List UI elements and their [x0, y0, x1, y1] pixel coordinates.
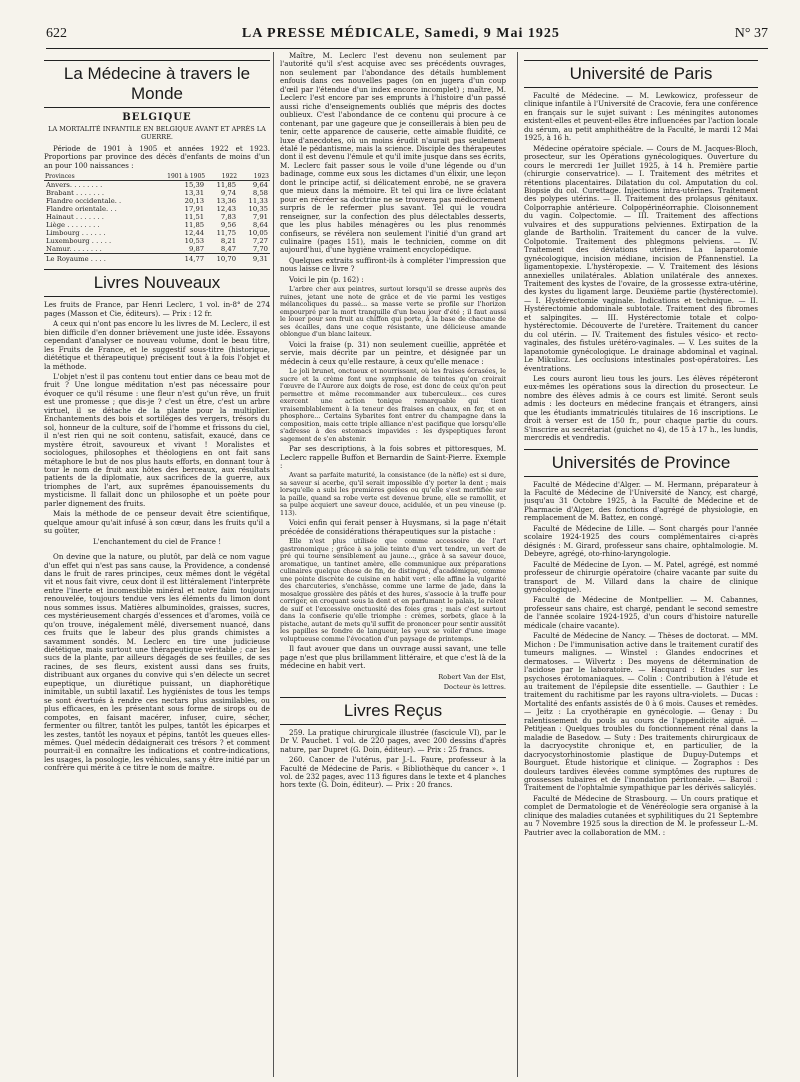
province-name: Hainaut . . . . . . . — [46, 213, 104, 222]
signature: Robert Van der Elst, — [438, 672, 506, 681]
table-row — [44, 181, 270, 190]
table-row — [44, 229, 270, 237]
table-header: Provinces — [44, 173, 152, 181]
issue-number: N° 37 — [734, 26, 768, 41]
paragraph: Quelques extraits suffiront-ils à compléter l'impression que nous laisse ce livre ? — [280, 255, 506, 274]
paragraph: Il faut avouer que dans un ouvrage aussi savant, une telle page n'est que plus brillamment littéraire, et que c'est là de la médecine en habit vert. — [280, 644, 506, 671]
section-title: Universités de Province — [524, 449, 758, 477]
rate-value: 11,85 — [184, 221, 205, 230]
paragraph: Faculté de Médecine de Nancy. — Thèses de doctorat. — MM. Michon : De l'immunisation active dans le traitement curatif des tumeurs malignes. — Winstel : Glandes endocrines et dermatoses. — Wilvertz : Des moyens de détermination de l'acidose par le laboratoire. — Hacquard : Etudes sur les psychoses érotomaniaques. — Colin : Contribution à l'étude et au traitement de l'épilepsie dite essentielle. — Gauthier : Le traitement du rachitisme par les rayons ultra-violets. — Ducas : Mortalité des enfants assistés de 0 à 6 mois. Causes et remèdes. — Jeitz : La cryothérapie en gynécologie. — Genay : Du ralentissement du pouls au cours de l'appendicite aiguë. — Petitjean : Quelques troubles du fonctionnement rénal dans la maladie de Basedow. — Suty : Des traitements chirurgicaux de la dacryocystite chronique et, en particulier, de la dacryocystorhinostomie plastique de Dupuy-Dutemps et Bourguet. Étude historique et clinique. — Zographos : Des douleurs tardives élevées comme symptômes des ruptures de grossesses tubaires et de l'inondation péritonéale. — Baroil : Traitement de l'ophtalmie sympathique par les dérivés salicylés. — [524, 631, 758, 793]
verse-line: L'enchantement du ciel de France ! — [92, 536, 222, 546]
page-number: 622 — [46, 26, 67, 41]
page-header — [46, 26, 768, 49]
table-row — [44, 213, 270, 221]
total-label: Le Royaume . . . . — [44, 254, 152, 264]
rate-value: 8,58 — [252, 189, 268, 198]
paragraph: Maître, M. Leclerc l'est devenu non seulement par l'autorité qu'il s'est acquise avec ses précédents ouvrages, non seulement par l'abondance des détails humblement enfouis dans ces nouvelles pages (on en jugera d'un coup d'œil par l'étendue d'un index encore incomplet) ; maître, M. Leclerc l'est encore par ses emprunts à l'histoire d'un passé aussi riche d'enseignements oubliés que mépris des doctes oublieux. C'est l'abondance de ce contenu qui procure à ce contenant, par une gageure que je conseillerais à bien peu de tenir, cette apparence de causerie, cette aimable fluidité, ce luxe d'anecdotes, où un moins érudit n'aurait pas seulement étalé le pédantisme, mais la science. Disciple des thérapeutes dont il est devenu l'émule et qu'il imite jusque dans ses écrits, M. Leclerc fait passer sous le voile d'une légende ou d'un badinage, comme eux sous les dictames d'un élixir, une leçon dont le principe actif, si délicatement enrobé, ne se gravera que mieux dans la mémoire. Et tel qui lira ce livre éclatant pour en récréer sa doctrine ne se trouvera pas médiocrement surpris de le refermer plus savant. Tel qui le voudra renseigner, sur la confection des plus délectables desserts, que les plus habiles ménagères ou les plus renommés confiseurs, se révélera non seulement l'initié d'un grand art culinaire (pages 151), mais le technicien, comme on dit aujourd'hui, d'une hygiène vraiment encyclopédique. — [280, 52, 506, 255]
table-row — [44, 197, 270, 205]
province-name: Luxembourg . . . . . — [46, 237, 112, 246]
rate-value: 11,85 — [216, 181, 237, 190]
column-divider — [273, 52, 274, 1077]
table-header: 1923 — [238, 173, 270, 181]
table-row — [44, 237, 270, 245]
signature-title: Docteur ès lettres. — [443, 682, 506, 691]
quotation: Le joli brunet, onctueux et nourrissant, où les fraises écrasées, le sucre et la crème font une symphonie de teintes qu'on croirait l'œuvre de l'Aurore aux doigts de rose, est donc de ceux qu'on peut permettre et même recommander aux tuberculeux... ces cures exercent une action tonique remarquable qui tient vraisemblablement à la teneur des fraises en chaux, en fer, et en phosphore... Certains Sybarites font entrer du champagne dans la composition, mais cette triple alliance n'est pacifique que lorsqu'elle s'adresse à des estomacs impavides : les dyspeptiques feront sagement de s'en abstenir. — [280, 367, 506, 443]
paragraph: Voici enfin qui ferait penser à Huysmans, si la page n'était précédée de considérations thérapeutiques sur la pistache : — [280, 518, 506, 536]
rate-value: 7,27 — [252, 237, 268, 246]
paragraph: L'objet n'est il pas contenu tout entier dans ce beau mot de fruit ? Une longue méditation n'est pas nécessaire pour évoquer ce qu'il résume : une fleur n'est qu'un rêve, un fruit est une promesse ; que dis-je ? c'est un être, c'est un arbre virtuel, il se détache de la plante pour la multiplier. Enchantements des bois et sortilèges des vergers, trésors du sol, honneur de la culture, soif de l'homme et frissons du ciel, il n'est rien qui ne soit contenu, satisfait, exaucé, dans ce mystère étroit, savoureux et vivant ! Moralistes et sociologues, philosophes et théologiens en ont fait sans métaphore le but de nos plus hauts efforts, en donnant tour à tour le nom de fruit aux hôtes des berceaux, aux résultats patients de la diplomatie, aux sacrifices de la guerre, aux triomphes de l'art, aux suprêmes épanouissements du mysticisme. Il fallait donc un philosophe et un poète pour parler dignement des fruits. — [44, 371, 270, 508]
paragraph: Faculté de Médecine de Lille. — Sont chargés pour l'année scolaire 1924-1925 des cours complémentaires ci-après désignés : M. Girard, professeur sans chaire, ophtalmologie. M. Debeyre, agrégé, oto-rhino-laryngologie. — [524, 523, 758, 559]
rate-value: 9,56 — [220, 221, 237, 230]
book-entry: 259. La pratique chirurgicale illustrée (fascicule VI), par le Dr V. Pauchet. 1 vol. de 220 pages, avec 200 dessins d'après nature, par Dupret (G. Doin, éditeur). — Prix : 25 francs. — [280, 727, 506, 754]
paragraph: Médecine opératoire spéciale. — Cours de M. Jacques-Bloch, prosecteur, sur les Opérations gynécologiques. Ouverture du cours le mercredi 1er Juillet 1925, à 14 h. Première partie (chirurgie conservatrice). — I. Traitement des métrites et rétentions placentaires. Dilatation du col. Amputation du col. Biopsie du col. Curettage. Injections intra-utérines. Traitement des polypes utérins. — II. Traitement des prolapsus génitaux. Colporraphie antérieure. Colpopérinéorraphie. Cloisonnement du vagin. Colpectomie. — III. Traitement des affections vulvaires et des suppurations pelviennes. Extirpation de la glande de Bartholin. Traitement du cancer de la vulve. Colpotomie. Traitement des phlegmons pelviens. — IV. Traitement des déviations utérines. La laparotomie gynécologique, incision médiane, incision de Pfannenstiel. La ligamentopexie. L'hystéropexie. — V. Traitement des lésions annexielles unilatérales. Ablation unilatérale des annexes. Traitement des kystes de l'ovaire, de la grossesse extra-utérine, des kystes du ligament large. Deuxième partie (hystérectomie). — I. Hystérectomie vaginale. Indications et technique. — II. Hystérectomie abdominale subtotale. Traitement des fibromes et salpingites. — III. Hystérectomie totale et colpo-hystérectomie. Découverte de l'uretère. Traitement du cancer du col utérin. — IV. Traitement des fistules vésico- et recto-vaginales, des fistules urétéro-vaginales. — V. Les suites de la lapanotomie gynécologique. Le drainage abdominal et vaginal. Le Mikulicz. Les occlusions intestinales post-opératoires. Les éventrations. — [524, 143, 758, 373]
rate-value: 8,47 — [220, 245, 237, 254]
rate-value: 11,51 — [184, 213, 205, 222]
paragraph: Les fruits de France, par Henri Leclerc, 1 vol. in-8° de 274 pages (Masson et Cie, éditeurs). — Prix : 12 fr. — [44, 300, 270, 318]
province-name: Limbourg . . . . . . — [46, 229, 106, 238]
rate-value: 13,31 — [184, 189, 205, 198]
rate-value: 7,91 — [252, 213, 268, 222]
paragraph: Faculté de Médecine d'Alger. — M. Hermann, préparateur à la Faculté de Médecine de l'Université de Nancy, est chargé, jusqu'au 31 Octobre 1925, à la Faculté de Médecine et de Pharmacie d'Alger, des fonctions d'agrégé de physiologie, en remplacement de M. Battez, en congé. — [524, 479, 758, 523]
paragraph: Faculté de Médecine de Strasbourg. — Un cours pratique et complet de Dermatologie et de Vénéréologie sera organisé à la clinique des maladies cutanées et syphilitiques du 21 Septembre au 7 Novembre 1925 sous la direction de M. le professeur L.-M. Pautrier avec la collaboration de MM. : — [524, 793, 758, 837]
column-3 — [524, 52, 758, 839]
total-value: 10,70 — [206, 254, 238, 264]
rate-value: 11,75 — [216, 229, 237, 238]
rate-value: 13,36 — [216, 197, 237, 206]
paragraph: A ceux qui n'ont pas encore lu les livres de M. Leclerc, il est bien difficile d'en donner brièvement une juste idée. Essayons cependant d'analyser ce nouveau volume, dont le beau titre, les Fruits de France, et le suggestif sous-titre (historique, diététique et thérapeutique) précisent tout à la fois l'objet et la méthode. — [44, 319, 270, 371]
paragraph: Mais la méthode de ce penseur devait être scientifique, quelque amour qu'ait infusé à son cœur, dans les fruits qu'il a su goûter, — [44, 509, 270, 536]
article-caption: LA MORTALITÉ INFANTILE EN BELGIQUE AVANT ET APRÈS LA GUERRE. — [48, 125, 266, 141]
rate-value: 9,74 — [220, 189, 237, 198]
paragraph: Faculté de Médecine de Lyon. — M. Patel, agrégé, est nommé professeur de chirurgie opératoire (chaire vacante par suite du transport de M. Villard dans la chaire de clinique gynécologique). — [524, 559, 758, 595]
section-title: Livres Nouveaux — [44, 269, 270, 297]
journal-title: LA PRESSE MÉDICALE, Samedi, 9 Mai 1925 — [241, 26, 560, 41]
section-title: Université de Paris — [524, 60, 758, 88]
rate-value: 10,53 — [184, 237, 205, 246]
rate-value: 7,70 — [252, 245, 268, 254]
rate-value: 20,13 — [184, 197, 205, 206]
rate-value: 8,21 — [220, 237, 237, 246]
section-title: La Médecine à travers le Monde — [44, 60, 270, 108]
rate-value: 9,64 — [252, 181, 268, 190]
rate-value: 8,64 — [252, 221, 268, 230]
rate-value: 7,83 — [220, 213, 237, 222]
province-name: Anvers. . . . . . . . — [46, 181, 103, 190]
rate-value: 12,44 — [184, 229, 205, 238]
paragraph: Faculté de Médecine. — M. Lewkowicz, professeur de clinique infantile à l'Université de Cracovie, fera une conférence en français sur le sujet suivant : Les méningites autonomes existent-elles et peuvent-elles être influencées par l'action locale du sérum, au petit amphithéâtre de la Faculté, le mardi 12 Mai 1925, à 16 h. — [524, 91, 758, 143]
quotation: L'arbre cher aux peintres, surtout lorsqu'il se dresse auprès des ruines, jetant une note de grâce et de vie parmi les vestiges mélancoliques du passé... sa masse verte se profile sur l'horizon empourpré par la mort tranquille d'un beau jour d'été ; il faut aussi le louer pour son fruit au chiffon qui porte, à la base de chacune de ses écailles, dans une coque résistante, une délicieuse amande oblongue d'un blanc laiteux. — [280, 285, 506, 339]
rate-value: 9,87 — [188, 245, 205, 254]
province-name: Flandre orientale. . . — [46, 205, 117, 214]
table-row — [44, 205, 270, 213]
quotation: Elle n'est plus utilisée que comme accessoire de l'art gastronomique ; grâce à sa jolie teinte d'un vert tendre, un vert de pré qui tourne sensiblement au jaune..., grâce à sa saveur douce, aromatique, un tantinet amère, elle communique aux préparations culinaires quelque chose de fin, de distingué, d'académique, comme une pointe discrète de cuisine en habit vert : elle affine la vulgarité des charcuteries, s'enchâsse, comme une larme de jade, dans la mosaïque grossière des pâtés et des hures, s'associe à la truffe pour corriger, en croquant sous la dent et en parfumant le palais, le relent de suif et l'excessive onctuosité des foies gras ; mais c'est surtout dans la confiserie qu'elle triomphe : crèmes, sorbets, glace à la pistache, autant de mets qu'il suffit de prononcer pour sentir aussitôt les papilles se fondre de langueur, les yeux se voiler d'une image voluptueuse comme l'évocation d'un paysage de printemps. — [280, 537, 506, 643]
table-row — [44, 221, 270, 229]
total-value: 14,77 — [152, 254, 206, 264]
total-value: 9,31 — [238, 254, 270, 264]
table-row — [44, 245, 270, 254]
book-entry: 260. Cancer de l'utérus, par J.-L. Faure, professeur à la Faculté de Médecine de Paris. « Bibliothèque du cancer ». 1 vol. de 232 pages, avec 113 figures dans le texte et 4 planches hors texte (G. Doin, éditeur). — Prix : 20 francs. — [280, 755, 506, 790]
rate-value: 15,39 — [184, 181, 205, 190]
column-2 — [280, 52, 506, 792]
table-row — [44, 189, 270, 197]
table-body — [44, 181, 270, 264]
province-name: Liège . . . . . . . . — [46, 221, 100, 230]
column-divider — [517, 52, 518, 1077]
country-heading: BELGIQUE — [122, 112, 192, 123]
rate-value: 10,05 — [248, 229, 268, 238]
paragraph: On devine que la nature, ou plutôt, par delà ce nom vague d'un effet qui n'est pas sans cause, la Providence, a condensé dans le fruit de rares principes, ceux mêmes dont le végétal vit et nous fait vivre, ceux dont il est littéralement l'interprète entre l'inerte et incomestible minéral et notre faim toujours renouvelée, toujours tendue vers les éléments du limon dont nous sommes issus. Matières albuminoïdes, graisses, sucres, ces mystérieusement chargés d'essences et d'aromes, voilà ce qu'on trouve, inégalement mêlé, diversement nuancé, dans ces fruits que le labeur des plus grands chimistes a savamment sondés. M. Leclerc en tire une judicieuse diététique, mais surtout une thérapeutique véritable ; car les sucs de la plante, par ailleurs dégagés de ses feuilles, de ses racines, de ses fleurs, existent aussi dans ses fruits, distribuant aux organes du convive qui s'en délecte un secret eupeptique, un diurétique puissant, un diaphorétique inimitable, un subtil laxatif. Les hygiénistes de tous les temps se sont évertués à rendre ces nectars plus assimilables, ou plus efficaces, en les présentant sous forme de sirops ou de compotes, en faisant macérer, infuser, cuire, sécher, fermenter ou filtrer, tantôt les pulpes, tantôt les épicarpes et les zestes, tantôt les noyaux et pépins, tantôt les queues elles-mêmes. Quel médecin dédaignerait ces trésors ? et comment pourrait-il en connaître les indications et contre-indications, les usages, la posologie, les véhicules, sans y être initié par un confrère qui mérite à ce titre le nom de maître. — [44, 552, 270, 773]
province-name: Brabant . . . . . . . — [46, 189, 105, 198]
table-header: 1901 à 1905 — [152, 173, 206, 181]
table-row-total — [44, 254, 270, 264]
rate-value: 10,35 — [248, 205, 268, 214]
rate-value: 17,91 — [184, 205, 205, 214]
province-name: Flandre occidentale. . — [46, 197, 122, 206]
mortality-table — [44, 173, 270, 263]
paragraph: Voici la fraise (p. 31) non seulement cueillie, apprêtée et servie, mais décrite par un peintre, et désignée par un médecin à ceux qu'elle restaure, à ceux qu'elle menace : — [280, 339, 506, 366]
rate-value: 12,43 — [216, 205, 237, 214]
column-1 — [44, 52, 270, 775]
section-title: Livres Reçus — [280, 697, 506, 725]
paragraph: Par ses descriptions, à la fois sobres et pittoresques, M. Leclerc rappelle Buffon et Bernardin de Saint-Pierre. Exemple : — [280, 444, 506, 470]
paragraph: Voici le pin (p. 162) : — [289, 274, 364, 284]
paragraph: Faculté de Médecine de Montpellier. — M. Cabannes, professeur sans chaire, est chargé, pendant le second semestre de l'année scolaire 1924-1925, d'un cours d'histoire naturelle médicale (chaire vacante). — [524, 595, 758, 630]
quotation: Avant sa parfaite maturité, la consistance (de la nèfle) est si dure, sa saveur si acerbe, qu'il serait impossible d'y porter la dent ; mais lorsqu'elle a subi les premières gelées ou qu'elle s'est mortifiée sur la paille, quand sa robe verte est devenue brune, elle se ramollit, et sa pulpe acquiert une saveur douce, acidulée, et un peu vineuse (p. 113). — [280, 471, 506, 517]
rate-value: 11,33 — [248, 197, 268, 206]
table-header: 1922 — [206, 173, 238, 181]
paragraph: Les cours auront lieu tous les jours. Les élèves répéteront eux-mêmes les opérations sous la direction du prosecteur. Le nombre des élèves admis à ce cours est limité. Seront seuls admis : les docteurs en médecine français et étrangers, ainsi que les étudiants immatriculés titulaires de 16 inscriptions. Le droit à verser est de 150 fr., pour chaque partie du cours. S'inscrire au secrétariat (guichet no 4), de 15 à 17 h., les lundis, mercredis et vendredis. — [524, 373, 758, 443]
paragraph: Période de 1901 à 1905 et années 1922 et 1923. Proportions par province des décès d'enfants de moins d'un an pour 100 naissances : — [44, 144, 270, 170]
province-name: Namur. . . . . . . . — [46, 245, 102, 254]
